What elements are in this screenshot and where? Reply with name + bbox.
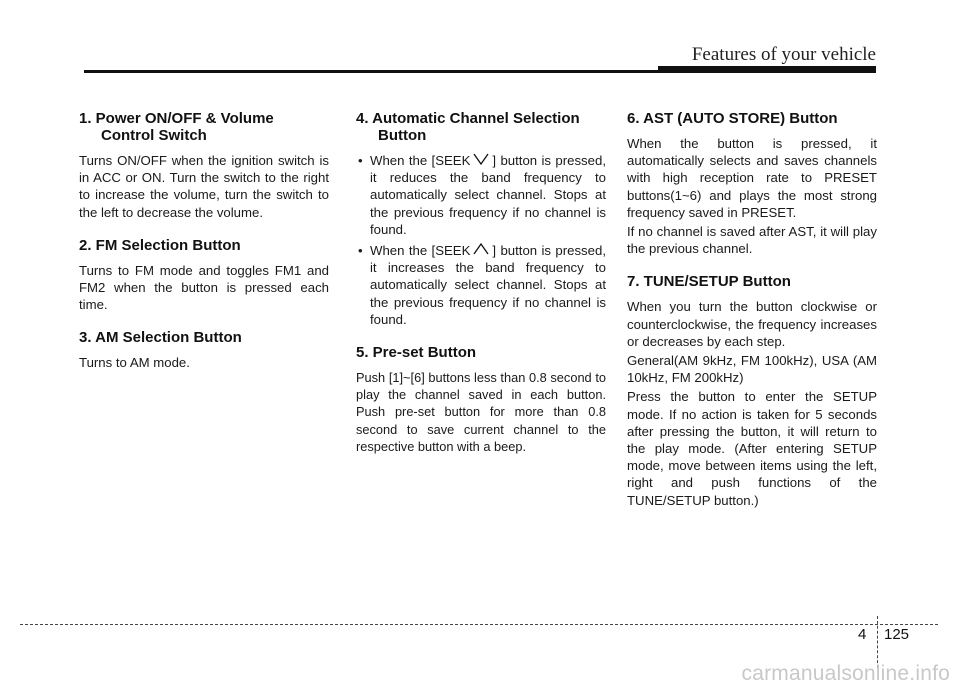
column-left (79, 110, 329, 388)
watermark: carmanualsonline.info (741, 662, 950, 685)
section-heading-preset: 5. Pre-set Button (356, 344, 477, 362)
page-number: 125 (884, 626, 910, 643)
header-rule-accent (658, 66, 876, 72)
seek-prefix: When the [SEEK (370, 243, 471, 259)
section-heading-tune-setup: 7. TUNE/SETUP Button (627, 273, 791, 291)
section-body-preset: Push [1]~[6] buttons less than 0.8 second to play the channel saved in each button. Push pre-set button for more than 0.8 second to save current channel to the respective button with a beep. (356, 370, 606, 454)
section-heading-am: 3. AM Selection Button (79, 329, 242, 347)
section-paragraph: When the button is pressed, it automatically selects and saves channels with high reception rate to PRESET buttons(1~6) and plays the most strong frequency saved in PRESET. (627, 136, 877, 220)
seek-suffix: ] button is pressed, it increases the band frequency to automatically select channel. Stops at the previous frequency if no channel is found. (370, 243, 606, 327)
chapter-number: 4 (858, 626, 867, 643)
section-body-am: Turns to AM mode. (79, 355, 190, 371)
column-middle (356, 110, 606, 471)
section-heading-power-volume: 1. Power ON/OFF & Volume Control Switch (79, 110, 274, 144)
chevron-up-icon (470, 242, 492, 256)
chevron-down-icon (470, 152, 492, 166)
list-item (356, 152, 606, 238)
seek-prefix: When the [SEEK (370, 153, 471, 168)
section-heading-ast: 6. AST (AUTO STORE) Button (627, 110, 838, 127)
footer-divider (877, 616, 878, 668)
column-right (627, 110, 877, 525)
list-item (356, 242, 606, 328)
bullet-icon: • (358, 243, 363, 259)
section-paragraph: When you turn the button clockwise or counterclockwise, the frequency increases or decreases by each step. (627, 299, 877, 349)
section-heading-fm: 2. FM Selection Button (79, 236, 241, 254)
section-paragraph: If no channel is saved after AST, it will play the previous channel. (627, 224, 877, 257)
section-heading-auto-channel: 4. Automatic Channel Selection Button (356, 110, 580, 144)
bullet-icon: • (358, 153, 363, 168)
page-header-title: Features of your vehicle (691, 44, 876, 65)
auto-channel-list (356, 152, 606, 328)
section-paragraph: Press the button to enter the SETUP mode. If no action is taken for 5 seconds after pressing the button, it will return to the play mode. (After entering SETUP mode, move between items using the left, right and push functions of the TUNE/SETUP button.) (627, 389, 877, 508)
section-paragraph: General(AM 9kHz, FM 100kHz), USA (AM 10kHz, FM 200kHz) (627, 353, 877, 386)
section-body-power-volume: Turns ON/OFF when the ignition switch is in ACC or ON. Turn the switch to the right to increase the volume, turn the switch to the left to decrease the volume. (79, 153, 329, 220)
footer-rule (20, 624, 938, 625)
section-body-fm: Turns to FM mode and toggles FM1 and FM2 when the button is pressed each time. (79, 262, 329, 313)
seek-suffix: ] button is pressed, it reduces the band frequency to automatically select channel. Stops at the previous frequency if no channel is found. (370, 153, 606, 237)
